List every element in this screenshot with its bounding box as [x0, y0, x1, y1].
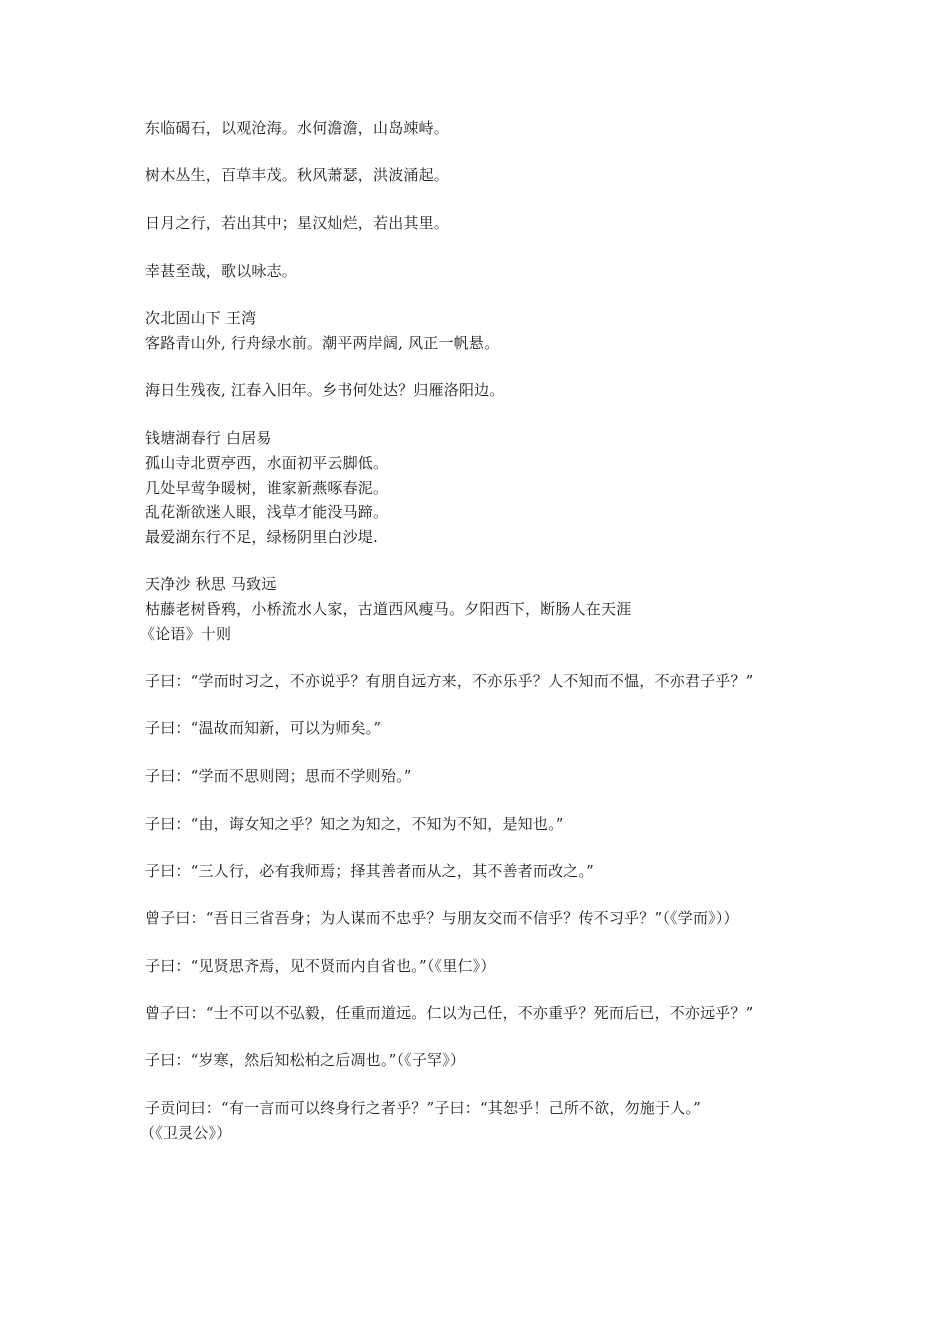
poem-title-wang-wan: 次北固山下 王湾 [145, 309, 257, 327]
lunyu-line-10: 子贡问曰：“有一言而可以终身行之者乎？”子曰：“其恕乎！己所不欲，勿施于人。” [145, 1099, 701, 1117]
section-title-lunyu: 《论语》十则 [140, 625, 232, 643]
poem-line-5: 客路青山外, 行舟绿水前。潮平两岸阔, 风正一帆悬。 [145, 334, 500, 352]
poem-line-1: 东临碣石，以观沧海。水何澹澹，山岛竦峙。 [145, 119, 450, 137]
lunyu-line-8: 曾子曰：“士不可以不弘毅，任重而道远。仁以为己任，不亦重乎？死而后已，不亦远乎？” [145, 1004, 754, 1022]
poem-line-11: 枯藤老树昏鸦，小桥流水人家，古道西风瘦马。夕阳西下，断肠人在天涯 [145, 600, 632, 618]
lunyu-line-4: 子曰：“由，诲女知之乎？知之为知之，不知为不知，是知也。” [145, 815, 564, 833]
lunyu-line-6: 曾子曰：“吾日三省吾身；为人谋而不忠乎？与朋友交而不信乎？传不习乎？”（《学而》）） [145, 909, 739, 927]
poem-title-bai-juyi: 钱塘湖春行 白居易 [145, 429, 272, 447]
poem-line-3: 日月之行，若出其中；星汉灿烂，若出其里。 [145, 214, 450, 232]
poem-line-2: 树木丛生，百草丰茂。秋风萧瑟，洪波涌起。 [145, 166, 450, 184]
poem-line-7: 孤山寺北贾亭西，水面初平云脚低。 [145, 454, 389, 472]
poem-line-4: 幸甚至哉，歌以咏志。 [145, 262, 298, 280]
lunyu-line-2: 子曰：“温故而知新，可以为师矣。” [145, 719, 382, 737]
lunyu-line-10-source: （《卫灵公》） [140, 1124, 232, 1142]
lunyu-line-3: 子曰：“学而不思则罔；思而不学则殆。” [145, 767, 412, 785]
lunyu-line-1: 子曰：“学而时习之，不亦说乎？有朋自远方来，不亦乐乎？人不知而不愠，不亦君子乎？” [145, 672, 754, 690]
poem-line-9: 乱花渐欲迷人眼，浅草才能没马蹄。 [145, 503, 389, 521]
poem-title-ma-zhiyuan: 天净沙 秋思 马致远 [145, 575, 277, 593]
lunyu-line-5: 子曰：“三人行，必有我师焉；择其善者而从之，其不善者而改之。” [145, 862, 595, 880]
lunyu-line-7: 子曰：“见贤思齐焉，见不贤而内自省也。”（《里仁》） [145, 957, 496, 975]
lunyu-line-9: 子曰：“岁寒，然后知松柏之后凋也。”（《子罕》） [145, 1051, 466, 1069]
poem-line-6: 海日生残夜, 江春入旧年。乡书何处达？归雁洛阳边。 [145, 381, 505, 399]
poem-line-8: 几处早莺争暖树，谁家新燕啄春泥。 [145, 479, 389, 497]
poem-line-10: 最爱湖东行不足，绿杨阴里白沙堤. [145, 528, 378, 546]
